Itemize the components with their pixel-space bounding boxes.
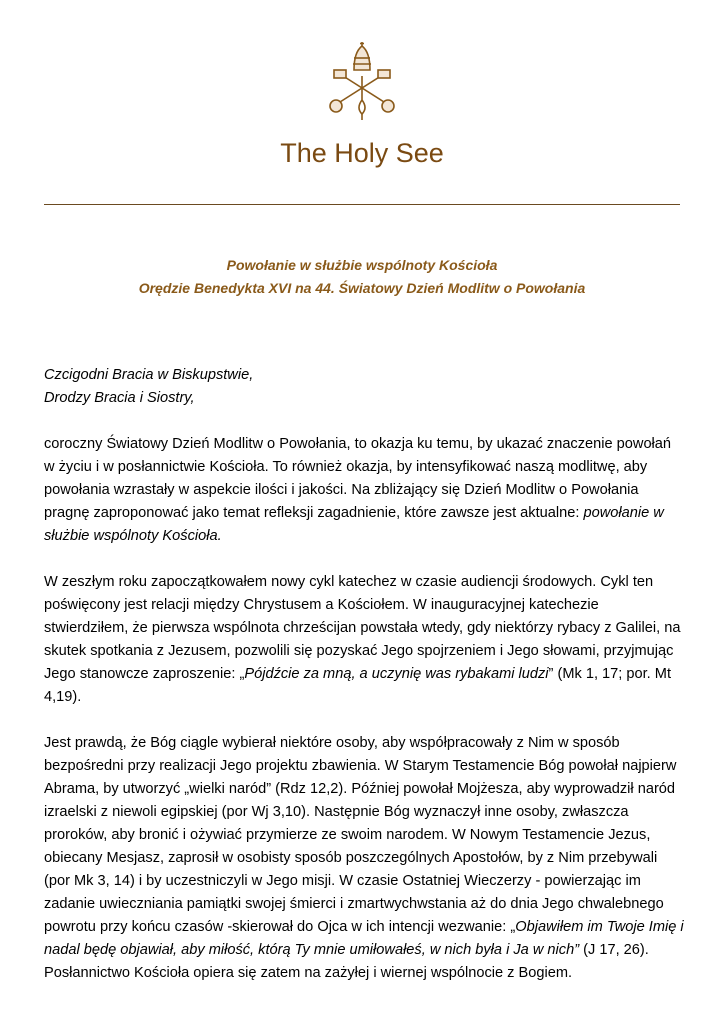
paragraph-emphasis: Pójdźcie za mną, a uczynię was rybakami ludzi bbox=[244, 666, 549, 682]
paragraph bbox=[44, 571, 684, 709]
paragraph-text: coroczny Światowy Dzień Modlitw o Powołania, to okazja ku temu, by ukazać znaczenie powołań w życiu i w posłannictwie Kościoła. To również okazja, by intensyfikować naszą modlitwę, aby powołania wzrastały w aspekcie ilości i jakości. Na zbliżający się Dzień Modlitw o Powołania pragnę zaproponować jako temat refleksji zagadnienie, które zawsze jest aktualne: bbox=[44, 436, 672, 521]
paragraph-text: ” (Mk 1, 17; por. Mt 4,19). bbox=[44, 666, 672, 705]
site-title[interactable]: The Holy See bbox=[280, 138, 444, 168]
paragraph-text: Jest prawdą, że Bóg ciągle wybierał niektóre osoby, aby współpracowały z Nim w sposób bezpośredni przy realizacji Jego projektu zbawienia. W Starym Testamencie Bóg powołał najpierw Abrama, by utworzyć „wielki naród” (Rdz 12,2). Później powołał Mojżesza, aby wyprowadził naród izraelski z niewoli egipskiej (por Wj 3,10). Następnie Bóg wyznaczył inne osoby, zwłaszcza proroków, aby bronić i ożywiać przymierze ze swoim narodem. W Nowym Testamencie Jezus, obiecany Mesjasz, zaprosił w osobisty sposób poszczególnych Apostołów, by z Nim przebywali (por Mk 3, 14) i by uczestniczyli w Jego misji. W czasie Ostatniej Wieczerzy - powierzając im zadanie uwieczniania pamiątki swojej śmierci i zmartwychwstania aż do dnia Jego chwalebnego powrotu przy końcu czasów -skierował do Ojca w ich intencji wezwanie: „ bbox=[44, 735, 677, 935]
document-body bbox=[44, 364, 684, 1008]
holy-see-emblem-icon bbox=[318, 40, 406, 122]
greeting-line: Drodzy Bracia i Siostry, bbox=[44, 390, 195, 406]
greeting bbox=[44, 364, 684, 410]
paragraph bbox=[44, 732, 684, 985]
paragraph bbox=[44, 433, 684, 548]
paragraph-emphasis: Objawiłem im Twoje Imię i nadal będę objawiał, aby miłość, którą Ty mnie umiłowałeś, w nich była i Ja w nich” bbox=[44, 919, 684, 958]
paragraph-text: W zeszłym roku zapoczątkowałem nowy cykl katechez w czasie audiencji środowych. Cykl ten poświęcony jest relacji między Chrystusem a Kościołem. W inauguracyjnej katechezie stwierdziłem, że pierwsza wspólnota chrześcijan powstała wtedy, gdy niektórzy rybacy z Galilei, na skutek spotkania z Jezusem, pozwolili się pozyskać Jego spojrzeniem i Jego słowami, przyjmując Jego stanowcze zaproszenie: „ bbox=[44, 574, 681, 682]
paragraph-emphasis: powołanie w służbie wspólnoty Kościoła. bbox=[44, 505, 664, 544]
document-heading bbox=[0, 254, 724, 300]
document-subtitle: Orędzie Benedykta XVI na 44. Światowy Dzień Modlitw o Powołania bbox=[138, 280, 586, 296]
paragraph-text: (J 17, 26). Posłannictwo Kościoła opiera się zatem na zażyłej i wiernej wspólnocie z Bogiem. bbox=[44, 942, 649, 981]
document-title: Powołanie w służbie wspólnoty Kościoła bbox=[226, 257, 498, 273]
header-divider bbox=[44, 204, 680, 205]
greeting-line: Czcigodni Bracia w Biskupstwie, bbox=[44, 367, 254, 383]
